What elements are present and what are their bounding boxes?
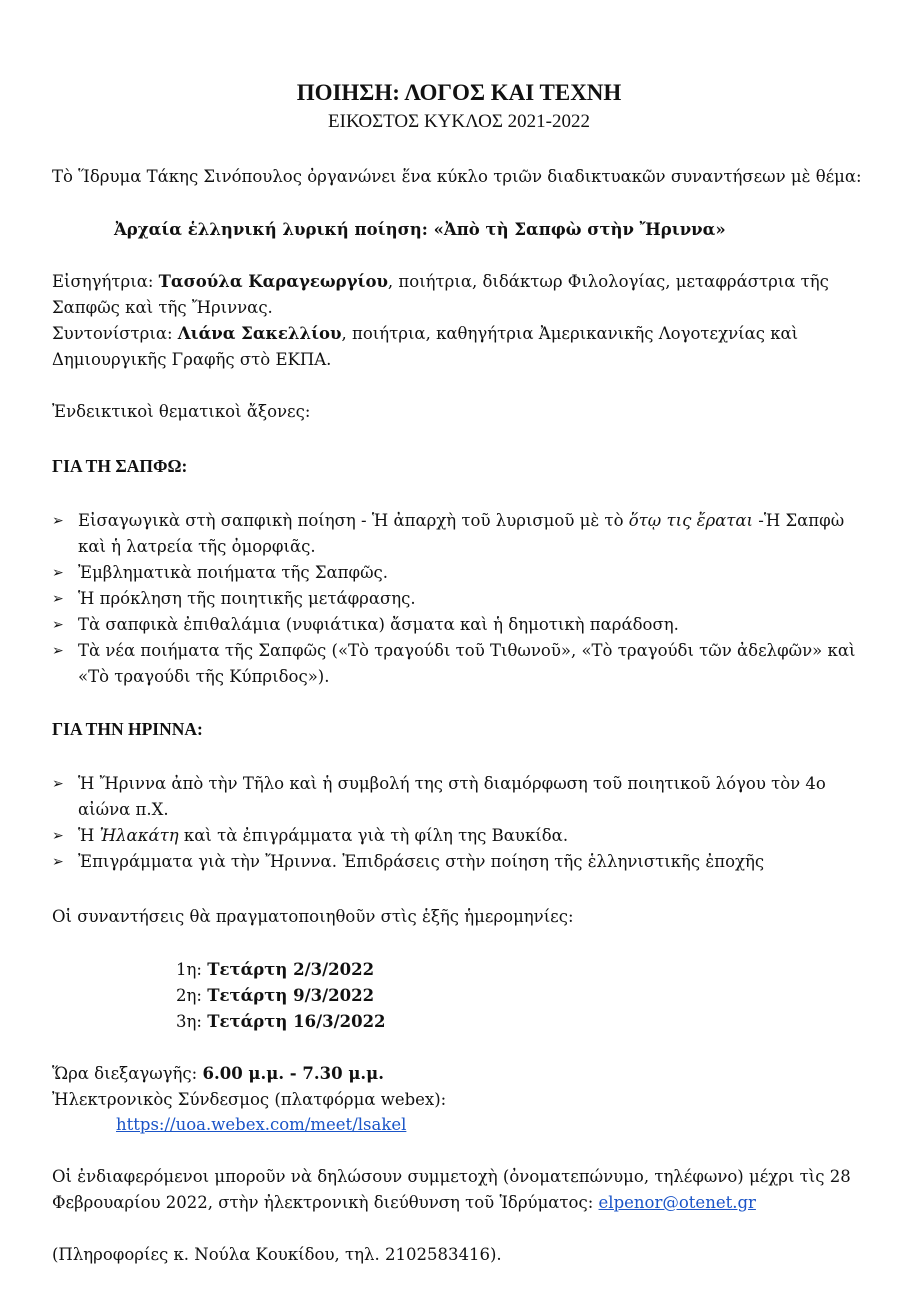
presenter-label: Εἰσηγήτρια:	[52, 272, 159, 291]
page-subtitle: ΕΙΚΟΣΤΟΣ ΚΥΚΛΟΣ 2021-2022	[328, 111, 590, 132]
list-item: ➢ Τὰ νέα ποιήματα τῆς Σαπφῶς («Τὸ τραγούδι τοῦ Τιθωνοῦ», «Τὸ τραγούδι τῶν ἀδελφῶν» καὶ «Τὸ τραγούδι τῆς Κύπριδος»).	[52, 638, 872, 690]
webex-label: Ἠλεκτρονικὸς Σύνδεσμος (πλατφόρμα webex):	[52, 1090, 447, 1109]
time-line	[52, 1061, 872, 1087]
coordinator-label: Συντονίστρια:	[52, 324, 178, 343]
webex-link[interactable]: https://uoa.webex.com/meet/lsakel	[116, 1115, 407, 1134]
coordinator-name: Λιάνα Σακελλίου	[177, 324, 342, 343]
erinna-list	[52, 771, 872, 875]
coordinator-desc: , ποιήτρια, καθηγήτρια Ἀμερικανικῆς Λογοτεχνίας καὶ Δημιουργικῆς Γραφῆς στὸ ΕΚΠΑ.	[52, 324, 799, 369]
arrow-bullet-icon: ➢	[52, 643, 64, 659]
time-value: 6.00 μ.μ. - 7.30 μ.μ.	[202, 1064, 384, 1083]
coordinator-paragraph	[52, 321, 872, 373]
meetings-intro: Οἱ συναντήσεις θὰ πραγματοποιηθοῦν στὶς ἑξῆς ἡμερομηνίες:	[52, 907, 574, 926]
intro-paragraph	[52, 164, 872, 190]
axes-label: Ἐνδεικτικοὶ θεματικοὶ ἄξονες:	[52, 402, 311, 421]
arrow-bullet-icon: ➢	[52, 565, 64, 581]
email-link[interactable]: elpenor@otenet.gr	[598, 1193, 756, 1212]
meeting-date-1: 1η: Τετάρτη 2/3/2022	[176, 960, 375, 979]
erinna-heading: ΓΙΑ ΤΗΝ ΗΡΙΝΝΑ:	[52, 719, 203, 739]
arrow-bullet-icon: ➢	[52, 513, 64, 529]
list-item: ➢ Ἐπιγράμματα γιὰ τὴν Ἤριννα. Ἐπιδράσεις στὴν ποίηση τῆς ἑλληνιστικῆς ἐποχῆς	[52, 849, 872, 875]
arrow-bullet-icon: ➢	[52, 776, 64, 792]
meeting-dates	[176, 957, 386, 1035]
page-title: ΠΟΙΗΣΗ: ΛΟΓΟΣ ΚΑΙ ΤΕΧΝΗ	[296, 80, 622, 105]
meeting-date-2: 2η: Τετάρτη 9/3/2022	[176, 986, 375, 1005]
presenter-paragraph	[52, 269, 872, 321]
webex-link-line	[116, 1112, 816, 1138]
sappho-heading: ΓΙΑ ΤΗ ΣΑΠΦΩ:	[52, 456, 188, 476]
meeting-date-3: 3η: Τετάρτη 16/3/2022	[176, 1012, 386, 1031]
list-item: ➢ Ἡ Ἤριννα ἀπὸ τὴν Τῆλο καὶ ἡ συμβολή της στὴ διαμόρφωση τοῦ ποιητικοῦ λόγου τὸν 4ο αἰώνα π.Χ.	[52, 771, 872, 823]
intro-text: Τὸ Ἵδρυμα Τάκης Σινόπουλος ὀργανώνει ἕνα κύκλο τριῶν διαδικτυακῶν συναντήσεων μὲ θέμα:	[52, 167, 862, 186]
registration-paragraph	[52, 1164, 872, 1216]
list-item: ➢ Εἰσαγωγικὰ στὴ σαπφικὴ ποίηση - Ἡ ἀπαρχὴ τοῦ λυρισμοῦ μὲ τὸ ὅτῳ τις ἔραται -Ἡ Σαπφὼ καὶ ἡ λατρεία τῆς ὀμορφιᾶς.	[52, 508, 872, 560]
info-line: (Πληροφορίες κ. Νούλα Κουκίδου, τηλ. 2102583416).	[52, 1245, 502, 1264]
arrow-bullet-icon: ➢	[52, 591, 64, 607]
arrow-bullet-icon: ➢	[52, 617, 64, 633]
list-item: ➢ Ἐμβληματικὰ ποιήματα τῆς Σαπφῶς.	[52, 560, 872, 586]
time-label: Ὥρα διεξαγωγῆς:	[52, 1064, 203, 1083]
arrow-bullet-icon: ➢	[52, 854, 64, 870]
list-item: ➢ Τὰ σαπφικὰ ἐπιθαλάμια (νυφιάτικα) ἄσματα καὶ ἡ δημοτικὴ παράδοση.	[52, 612, 872, 638]
presenter-desc: , ποιήτρια, διδάκτωρ Φιλολογίας, μεταφράστρια τῆς Σαπφῶς καὶ τῆς Ἤριννας.	[52, 272, 829, 317]
sappho-list	[52, 508, 872, 690]
registration-text: Οἱ ἐνδιαφερόμενοι μποροῦν νὰ δηλώσουν συμμετοχὴ (ὀνοματεπώνυμο, τηλέφωνο) μέχρι τὶς 28 Φεβρουαρίου 2022, στὴν ἠλεκτρονικὴ διεύθυνση τοῦ Ἱδρύματος:	[52, 1167, 851, 1212]
list-item: ➢ Ἡ πρόκληση τῆς ποιητικῆς μετάφρασης.	[52, 586, 872, 612]
arrow-bullet-icon: ➢	[52, 828, 64, 844]
theme-line: Ἀρχαία ἑλληνική λυρική ποίηση: «Ἀπὸ τὴ Σαπφὼ στὴν Ἤριννα»	[114, 220, 726, 239]
presenter-name: Τασούλα Καραγεωργίου	[158, 272, 388, 291]
list-item: ➢ Ἡ Ἠλακάτη καὶ τὰ ἐπιγράμματα γιὰ τὴ φίλη της Βαυκίδα.	[52, 823, 872, 849]
